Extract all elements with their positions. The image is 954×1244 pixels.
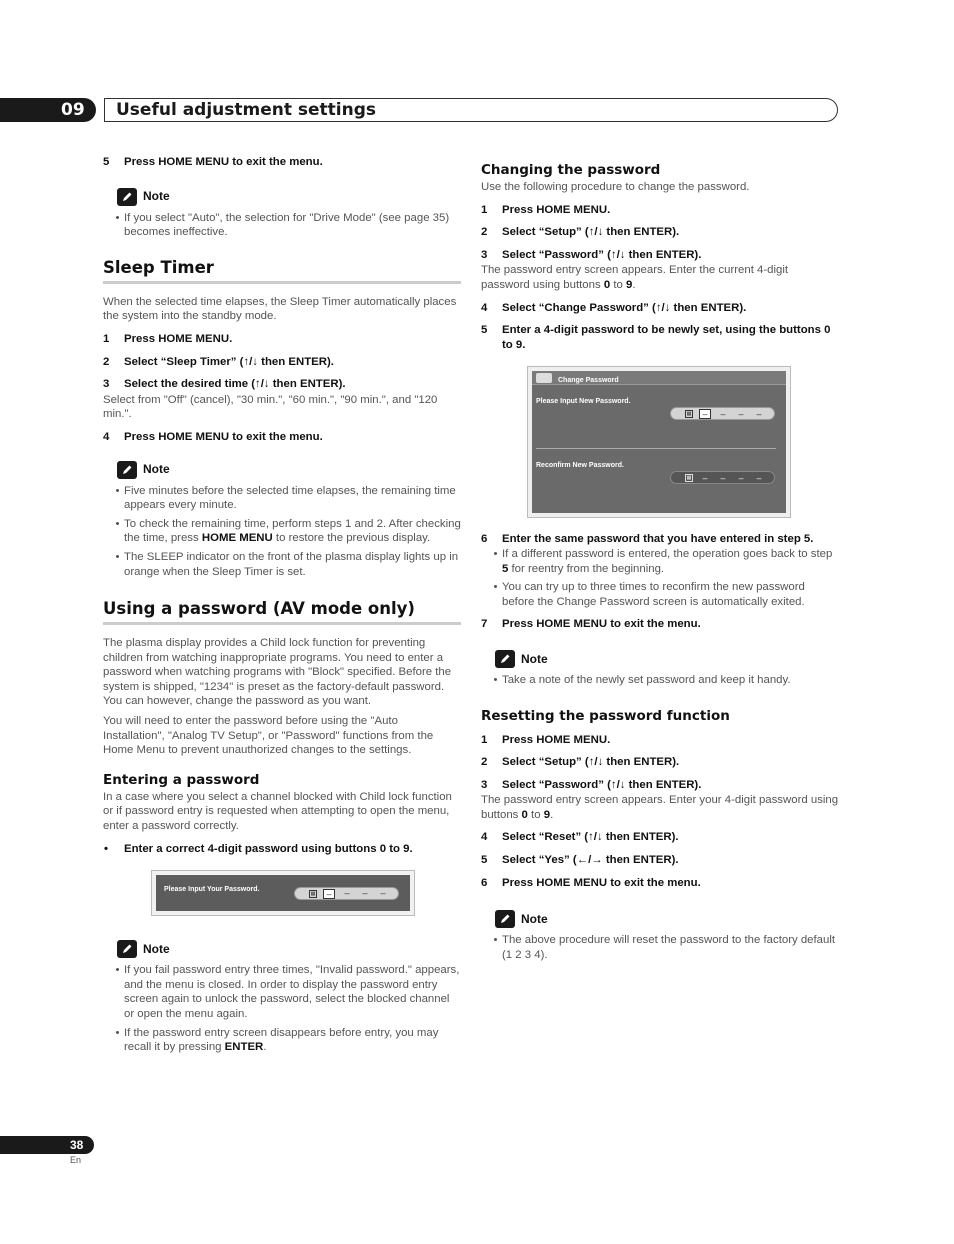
step: 7 Press HOME MENU to exit the menu. [481, 618, 701, 631]
step: 2 Select “Setup” (↑/↓ then ENTER). [481, 756, 680, 769]
divider [536, 448, 776, 449]
menu-icon [536, 373, 552, 383]
step-detail: Select from "Off" (cancel), "30 min.", "60 min.", "90 min.", and "120 min.". [103, 393, 438, 421]
note-list [103, 211, 461, 240]
step: 2 Select “Setup” (↑/↓ then ENTER). [481, 226, 680, 239]
chapter-number: 09 [61, 100, 85, 120]
note-item: • The above procedure will reset the password to the factory default (1 2 3 4). [493, 934, 836, 961]
step-detail: The password entry screen appears. Enter the current 4-digit password using buttons 0 to 9. [481, 264, 789, 291]
page-number: 38 [70, 1138, 84, 1152]
new-password-label: Please Input New Password. [536, 398, 631, 406]
step: 5 Enter a 4-digit password to be newly set, using the buttons 0 to 9. [481, 324, 831, 351]
keypad-icon: ▦ [310, 890, 316, 897]
page-language: En [70, 1155, 82, 1165]
step: 5 Press HOME MENU to exit the menu. [103, 156, 323, 168]
step: 4 Select “Change Password” (↑/↓ then ENTER). [481, 301, 747, 314]
step-detail: The password entry screen appears. Enter your 4-digit password using buttons 0 to 9. [481, 794, 839, 821]
note-item: • The SLEEP indicator on the front of the plasma display lights up in orange when the Sleep Timer is set. [115, 550, 459, 578]
screen-title: Change Password [558, 377, 619, 385]
note-pencil-icon [117, 461, 137, 479]
step: 3 Select “Password” (↑/↓ then ENTER). [481, 778, 702, 791]
password-field[interactable]: ▦ – – – – [294, 887, 399, 900]
screen-prompt: Please Input Your Password. [164, 886, 260, 894]
password-para2: You will need to enter the password before using the "Auto Installation", "Analog TV Setup", or "Password" functions from the Home Menu to prevent unauthorized changes to the settings. [103, 715, 434, 757]
left-column [103, 155, 461, 1055]
password-para1: The plasma display provides a Child lock function for preventing children from watching inappropriate programs. You need to enter a password when watching programs with "Block" specified. Before the system is shipped, "1234" is preset as the factory-default password. You can however, change the password as you want. [103, 637, 452, 708]
sleep-intro: When the selected time elapses, the Sleep Timer automatically places the system into the standby mode. [103, 295, 457, 323]
new-password-field[interactable]: ▦ – – – – [670, 407, 775, 420]
step: 3 Select “Password” (↑/↓ then ENTER). [481, 248, 702, 261]
note-pencil-icon [495, 650, 515, 668]
step: • Enter a correct 4-digit password using buttons 0 to 9. [104, 842, 413, 855]
step: 1 Press HOME MENU. [481, 203, 611, 216]
right-column [481, 162, 839, 962]
subsection-title-resetting: Resetting the password function [481, 707, 730, 724]
note-item: • Take a note of the newly set password and keep it handy. [493, 673, 791, 686]
note-heading: Note [117, 188, 461, 206]
note-item: • Five minutes before the selected time elapses, the remaining time appears every minute. [115, 484, 456, 512]
note-list [481, 673, 839, 688]
step: 1 Press HOME MENU. [481, 733, 611, 746]
section-title-password: Using a password (AV mode only) [103, 599, 461, 625]
note-list [481, 933, 839, 962]
keypad-icon: ▦ [686, 474, 692, 481]
step: 6 Press HOME MENU to exit the menu. [481, 876, 701, 889]
section-title-sleep-timer: Sleep Timer [103, 258, 461, 284]
step: 4 Press HOME MENU to exit the menu. [103, 430, 323, 443]
note-pencil-icon [117, 940, 137, 958]
step: 2 Select “Sleep Timer” (↑/↓ then ENTER). [103, 355, 334, 368]
note-item: • If you select "Auto", the selection for "Drive Mode" (see page 35) becomes ineffective. [115, 211, 450, 239]
note-heading: Note [495, 650, 839, 668]
step-bullet: • You can try up to three times to reconfirm the new password before the Change Password screen is automatically exited. [493, 581, 805, 608]
step: 1 Press HOME MENU. [103, 332, 233, 345]
step: 5 Select “Yes” (←/→ then ENTER). [481, 854, 679, 867]
reconfirm-password-field[interactable]: ▦ – – – – [670, 471, 775, 484]
step: 3 Select the desired time (↑/↓ then ENTER). [103, 378, 346, 391]
subsection-title-changing: Changing the password [481, 162, 661, 178]
note-heading: Note [117, 940, 461, 958]
note-list [103, 963, 461, 1055]
note-item: • To check the remaining time, perform steps 1 and 2. After checking the time, press HOME MENU to restore the previous display. [115, 517, 461, 545]
reconfirm-password-label: Reconfirm New Password. [536, 462, 624, 470]
keypad-icon: ▦ [686, 410, 692, 417]
note-pencil-icon [117, 188, 137, 206]
password-entry-screen [151, 870, 415, 916]
entering-intro: In a case where you select a channel blocked with Child lock function or if password entry is requested when attempting to open the menu, enter a password correctly. [103, 790, 452, 833]
changing-intro: Use the following procedure to change the password. [481, 181, 750, 193]
note-heading: Note [117, 461, 461, 479]
page-title: Useful adjustment settings [116, 100, 377, 120]
subsection-title-entering: Entering a password [103, 771, 260, 788]
note-pencil-icon [495, 910, 515, 928]
note-item: • If you fail password entry three times, "Invalid password." appears, and the menu is closed. In order to display the password entry screen again to unlock the password, select the blocked channel or open the menu again. [115, 964, 460, 1020]
note-list [103, 484, 461, 580]
screen-titlebar [532, 371, 786, 385]
step-bullet: • If a different password is entered, the operation goes back to step 5 for reentry from the beginning. [493, 547, 833, 575]
note-item: • If the password entry screen disappears before entry, you may recall it by pressing ENTER. [115, 1026, 439, 1054]
step: 6 Enter the same password that you have entered in step 5. [481, 533, 814, 546]
note-heading: Note [495, 910, 839, 928]
step: 4 Select “Reset” (↑/↓ then ENTER). [481, 831, 679, 844]
change-password-screen [527, 366, 791, 518]
